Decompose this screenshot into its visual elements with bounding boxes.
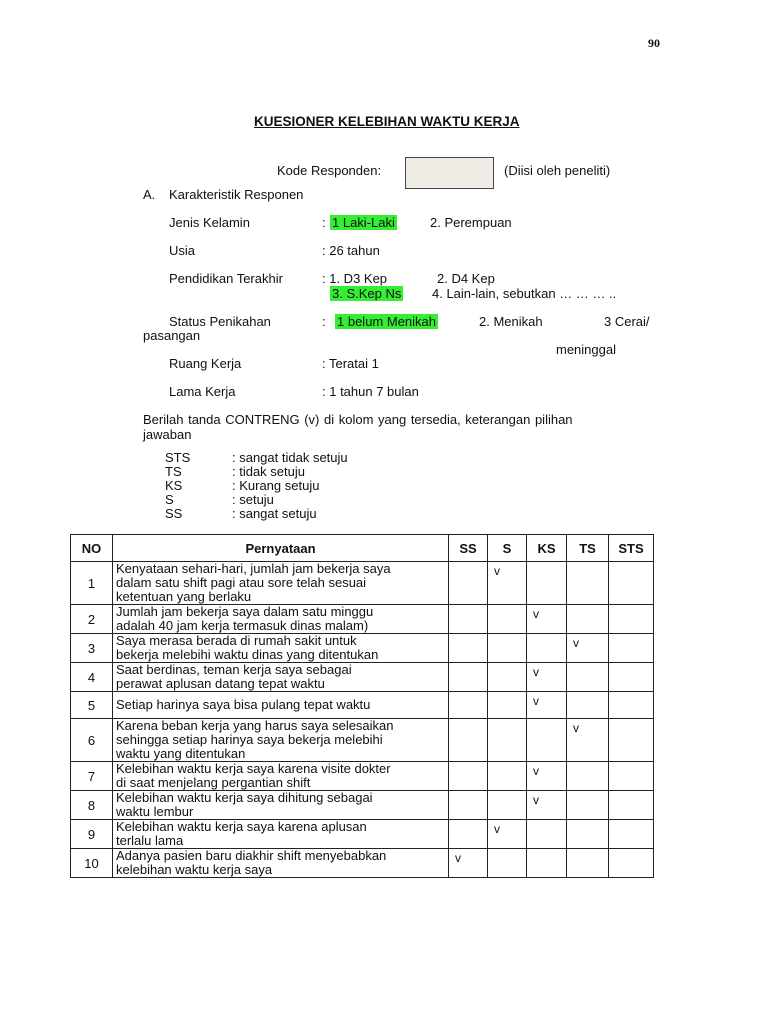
- answer-cell-sts[interactable]: [609, 719, 654, 762]
- table-row: [71, 663, 654, 692]
- statement-line: dalam satu shift pagi atau sore telah sesuai: [116, 575, 367, 590]
- answer-cell-ts[interactable]: [567, 605, 609, 634]
- answer-cell-ss[interactable]: [449, 849, 488, 878]
- table-header-cell: TS: [567, 535, 609, 562]
- lama-kerja-label: Lama Kerja: [169, 384, 236, 399]
- table-row: [71, 762, 654, 791]
- statement-cell: [113, 820, 449, 849]
- answer-cell-ss[interactable]: [449, 791, 488, 820]
- check-mark: v: [494, 564, 500, 578]
- row-number: 10: [71, 849, 113, 878]
- answer-cell-ks[interactable]: [527, 692, 567, 719]
- pendidikan-option-3: 3. S.Kep Ns: [332, 286, 402, 301]
- statement-cell: [113, 562, 449, 605]
- answer-cell-ts[interactable]: [567, 791, 609, 820]
- pendidikan-option-4: 4. Lain-lain, sebutkan … … … ..: [432, 286, 617, 301]
- answer-cell-ts[interactable]: [567, 820, 609, 849]
- row-number: 7: [71, 762, 113, 791]
- instruction-line-1: Berilah tanda CONTRENG (v) di kolom yang tersedia, keterangan pilihan: [143, 412, 573, 427]
- row-number: 1: [71, 562, 113, 605]
- answer-cell-sts[interactable]: [609, 820, 654, 849]
- answer-cell-sts[interactable]: [609, 849, 654, 878]
- table-row: [71, 849, 654, 878]
- legend-code: S: [165, 492, 174, 507]
- row-number: 4: [71, 663, 113, 692]
- statement-line: Setiap harinya saya bisa pulang tepat waktu: [116, 697, 371, 712]
- answer-cell-ss[interactable]: [449, 820, 488, 849]
- legend-code: SS: [165, 506, 183, 521]
- row-number: 8: [71, 791, 113, 820]
- usia-value: : 26 tahun: [322, 243, 380, 258]
- table-header-cell: KS: [527, 535, 567, 562]
- jenis-kelamin-label: Jenis Kelamin: [169, 215, 250, 230]
- statement-line: di saat menjelang pergantian shift: [116, 775, 311, 790]
- check-mark: v: [533, 607, 539, 621]
- answer-cell-s[interactable]: [488, 634, 527, 663]
- table-row: [71, 634, 654, 663]
- section-letter: A.: [143, 187, 156, 202]
- answer-cell-ts[interactable]: [567, 849, 609, 878]
- document-title: KUESIONER KELEBIHAN WAKTU KERJA: [254, 114, 520, 129]
- lama-kerja-value: : 1 tahun 7 bulan: [322, 384, 419, 399]
- statement-line: adalah 40 jam kerja termasuk dinas malam): [116, 618, 369, 633]
- answer-cell-ks[interactable]: [527, 820, 567, 849]
- table-header-cell: SS: [449, 535, 488, 562]
- answer-cell-ss[interactable]: [449, 634, 488, 663]
- table-header-cell: NO: [71, 535, 113, 562]
- table-row: [71, 791, 654, 820]
- page-number: 90: [648, 36, 660, 50]
- statement-cell: [113, 719, 449, 762]
- kode-responden-note: (Diisi oleh peneliti): [504, 163, 611, 178]
- answer-cell-s[interactable]: [488, 692, 527, 719]
- jenis-kelamin-option-2: 2. Perempuan: [430, 215, 512, 230]
- legend-code: TS: [165, 464, 182, 479]
- kode-responden-label: Kode Responden:: [277, 163, 382, 178]
- statement-line: Karena beban kerja yang harus saya selesaikan: [116, 718, 394, 733]
- legend-description: : sangat tidak setuju: [232, 450, 348, 465]
- answer-cell-ts[interactable]: [567, 634, 609, 663]
- table-row: [71, 719, 654, 762]
- usia-label: Usia: [169, 243, 196, 258]
- status-sep: :: [322, 314, 326, 329]
- statement-line: waktu yang ditentukan: [116, 746, 246, 761]
- answer-cell-sts[interactable]: [609, 791, 654, 820]
- answer-cell-ss[interactable]: [449, 605, 488, 634]
- status-option-3: 3 Cerai/: [604, 314, 650, 329]
- answer-cell-ks[interactable]: [527, 562, 567, 605]
- answer-cell-ts[interactable]: [567, 762, 609, 791]
- table-row: [71, 692, 654, 719]
- check-mark: v: [533, 793, 539, 807]
- table-header-cell: STS: [609, 535, 654, 562]
- legend-description: : tidak setuju: [232, 464, 305, 479]
- check-mark: v: [573, 636, 579, 650]
- answer-cell-ss[interactable]: [449, 692, 488, 719]
- answer-cell-s[interactable]: [488, 820, 527, 849]
- answer-cell-s[interactable]: [488, 849, 527, 878]
- check-mark: v: [533, 694, 539, 708]
- table-header-cell: Pernyataan: [113, 535, 449, 562]
- row-number: 9: [71, 820, 113, 849]
- check-mark: v: [573, 721, 579, 735]
- answer-cell-ss[interactable]: [449, 663, 488, 692]
- answer-cell-ks[interactable]: [527, 791, 567, 820]
- statement-line: Kelebihan waktu kerja saya karena aplusan: [116, 819, 367, 834]
- answer-cell-sts[interactable]: [609, 762, 654, 791]
- answer-cell-sts[interactable]: [609, 663, 654, 692]
- pendidikan-label: Pendidikan Terakhir: [169, 271, 283, 286]
- statement-cell: [113, 849, 449, 878]
- statement-line: perawat aplusan datang tepat waktu: [116, 676, 325, 691]
- answer-cell-sts[interactable]: [609, 605, 654, 634]
- legend-description: : Kurang setuju: [232, 478, 320, 493]
- row-number: 5: [71, 692, 113, 719]
- status-option-1: 1 belum Menikah: [337, 314, 436, 329]
- answer-cell-ks[interactable]: [527, 634, 567, 663]
- pendidikan-option-1: : 1. D3 Kep: [322, 271, 388, 286]
- statement-cell: [113, 791, 449, 820]
- table-row: [71, 820, 654, 849]
- legend-code: KS: [165, 478, 183, 493]
- answer-cell-ts[interactable]: [567, 719, 609, 762]
- answer-cell-ss[interactable]: [449, 719, 488, 762]
- statement-line: waktu lembur: [116, 804, 194, 819]
- statement-line: Saat berdinas, teman kerja saya sebagai: [116, 662, 352, 677]
- answer-cell-ks[interactable]: [527, 663, 567, 692]
- legend-description: : sangat setuju: [232, 506, 317, 521]
- statement-cell: [113, 762, 449, 791]
- status-option-2: 2. Menikah: [479, 314, 543, 329]
- statement-line: bekerja melebihi waktu dinas yang ditentukan: [116, 647, 379, 662]
- answer-cell-ts[interactable]: [567, 692, 609, 719]
- section-heading: Karakteristik Responen: [169, 187, 304, 202]
- instruction-line-2: jawaban: [143, 427, 192, 442]
- statement-line: kelebihan waktu kerja saya: [116, 862, 273, 877]
- table-header-row: [71, 535, 654, 562]
- answer-cell-ts[interactable]: [567, 663, 609, 692]
- statement-line: Adanya pasien baru diakhir shift menyebabkan: [116, 848, 387, 863]
- legend-code: STS: [165, 450, 191, 465]
- table-row: [71, 562, 654, 605]
- answer-cell-ks[interactable]: [527, 762, 567, 791]
- answer-cell-s[interactable]: [488, 562, 527, 605]
- statement-cell: [113, 663, 449, 692]
- questionnaire-table: [70, 534, 654, 878]
- answer-cell-sts[interactable]: [609, 634, 654, 663]
- pendidikan-option-2: 2. D4 Kep: [437, 271, 495, 286]
- answer-cell-s[interactable]: [488, 762, 527, 791]
- table-header-cell: S: [488, 535, 527, 562]
- check-mark: v: [494, 822, 500, 836]
- status-continuation-2: meninggal: [556, 342, 616, 357]
- answer-cell-ss[interactable]: [449, 762, 488, 791]
- statement-cell: [113, 634, 449, 663]
- answer-cell-s[interactable]: [488, 719, 527, 762]
- statement-line: sehingga setiap harinya saya bekerja melebihi: [116, 732, 383, 747]
- statement-line: terlalu lama: [116, 833, 184, 848]
- legend-description: : setuju: [232, 492, 274, 507]
- jenis-kelamin-option-1: 1 Laki-Laki: [332, 215, 395, 230]
- ruang-kerja-value: : Teratai 1: [322, 356, 379, 371]
- statement-cell: [113, 605, 449, 634]
- answer-cell-sts[interactable]: [609, 692, 654, 719]
- row-number: 6: [71, 719, 113, 762]
- status-continuation-1: pasangan: [143, 328, 201, 343]
- ruang-kerja-label: Ruang Kerja: [169, 356, 242, 371]
- statement-line: Jumlah jam bekerja saya dalam satu minggu: [116, 604, 374, 619]
- answer-cell-ks[interactable]: [527, 605, 567, 634]
- statement-cell: [113, 692, 449, 719]
- answer-cell-ks[interactable]: [527, 849, 567, 878]
- answer-cell-ks[interactable]: [527, 719, 567, 762]
- answer-cell-s[interactable]: [488, 791, 527, 820]
- kode-responden-field[interactable]: [405, 157, 494, 189]
- statement-line: ketentuan yang berlaku: [116, 589, 252, 604]
- statement-line: Kelebihan waktu kerja saya karena visite dokter: [116, 761, 391, 776]
- statement-line: Kenyataan sehari-hari, jumlah jam bekerja saya: [116, 561, 391, 576]
- check-mark: v: [455, 851, 461, 865]
- row-number: 3: [71, 634, 113, 663]
- statement-line: Saya merasa berada di rumah sakit untuk: [116, 633, 357, 648]
- answer-cell-ts[interactable]: [567, 562, 609, 605]
- check-mark: v: [533, 665, 539, 679]
- table-row: [71, 605, 654, 634]
- row-number: 2: [71, 605, 113, 634]
- answer-cell-ss[interactable]: [449, 562, 488, 605]
- answer-cell-s[interactable]: [488, 663, 527, 692]
- jenis-kelamin-sep: :: [322, 215, 326, 230]
- answer-cell-s[interactable]: [488, 605, 527, 634]
- answer-cell-sts[interactable]: [609, 562, 654, 605]
- status-label: Status Penikahan: [169, 314, 271, 329]
- check-mark: v: [533, 764, 539, 778]
- statement-line: Kelebihan waktu kerja saya dihitung sebagai: [116, 790, 373, 805]
